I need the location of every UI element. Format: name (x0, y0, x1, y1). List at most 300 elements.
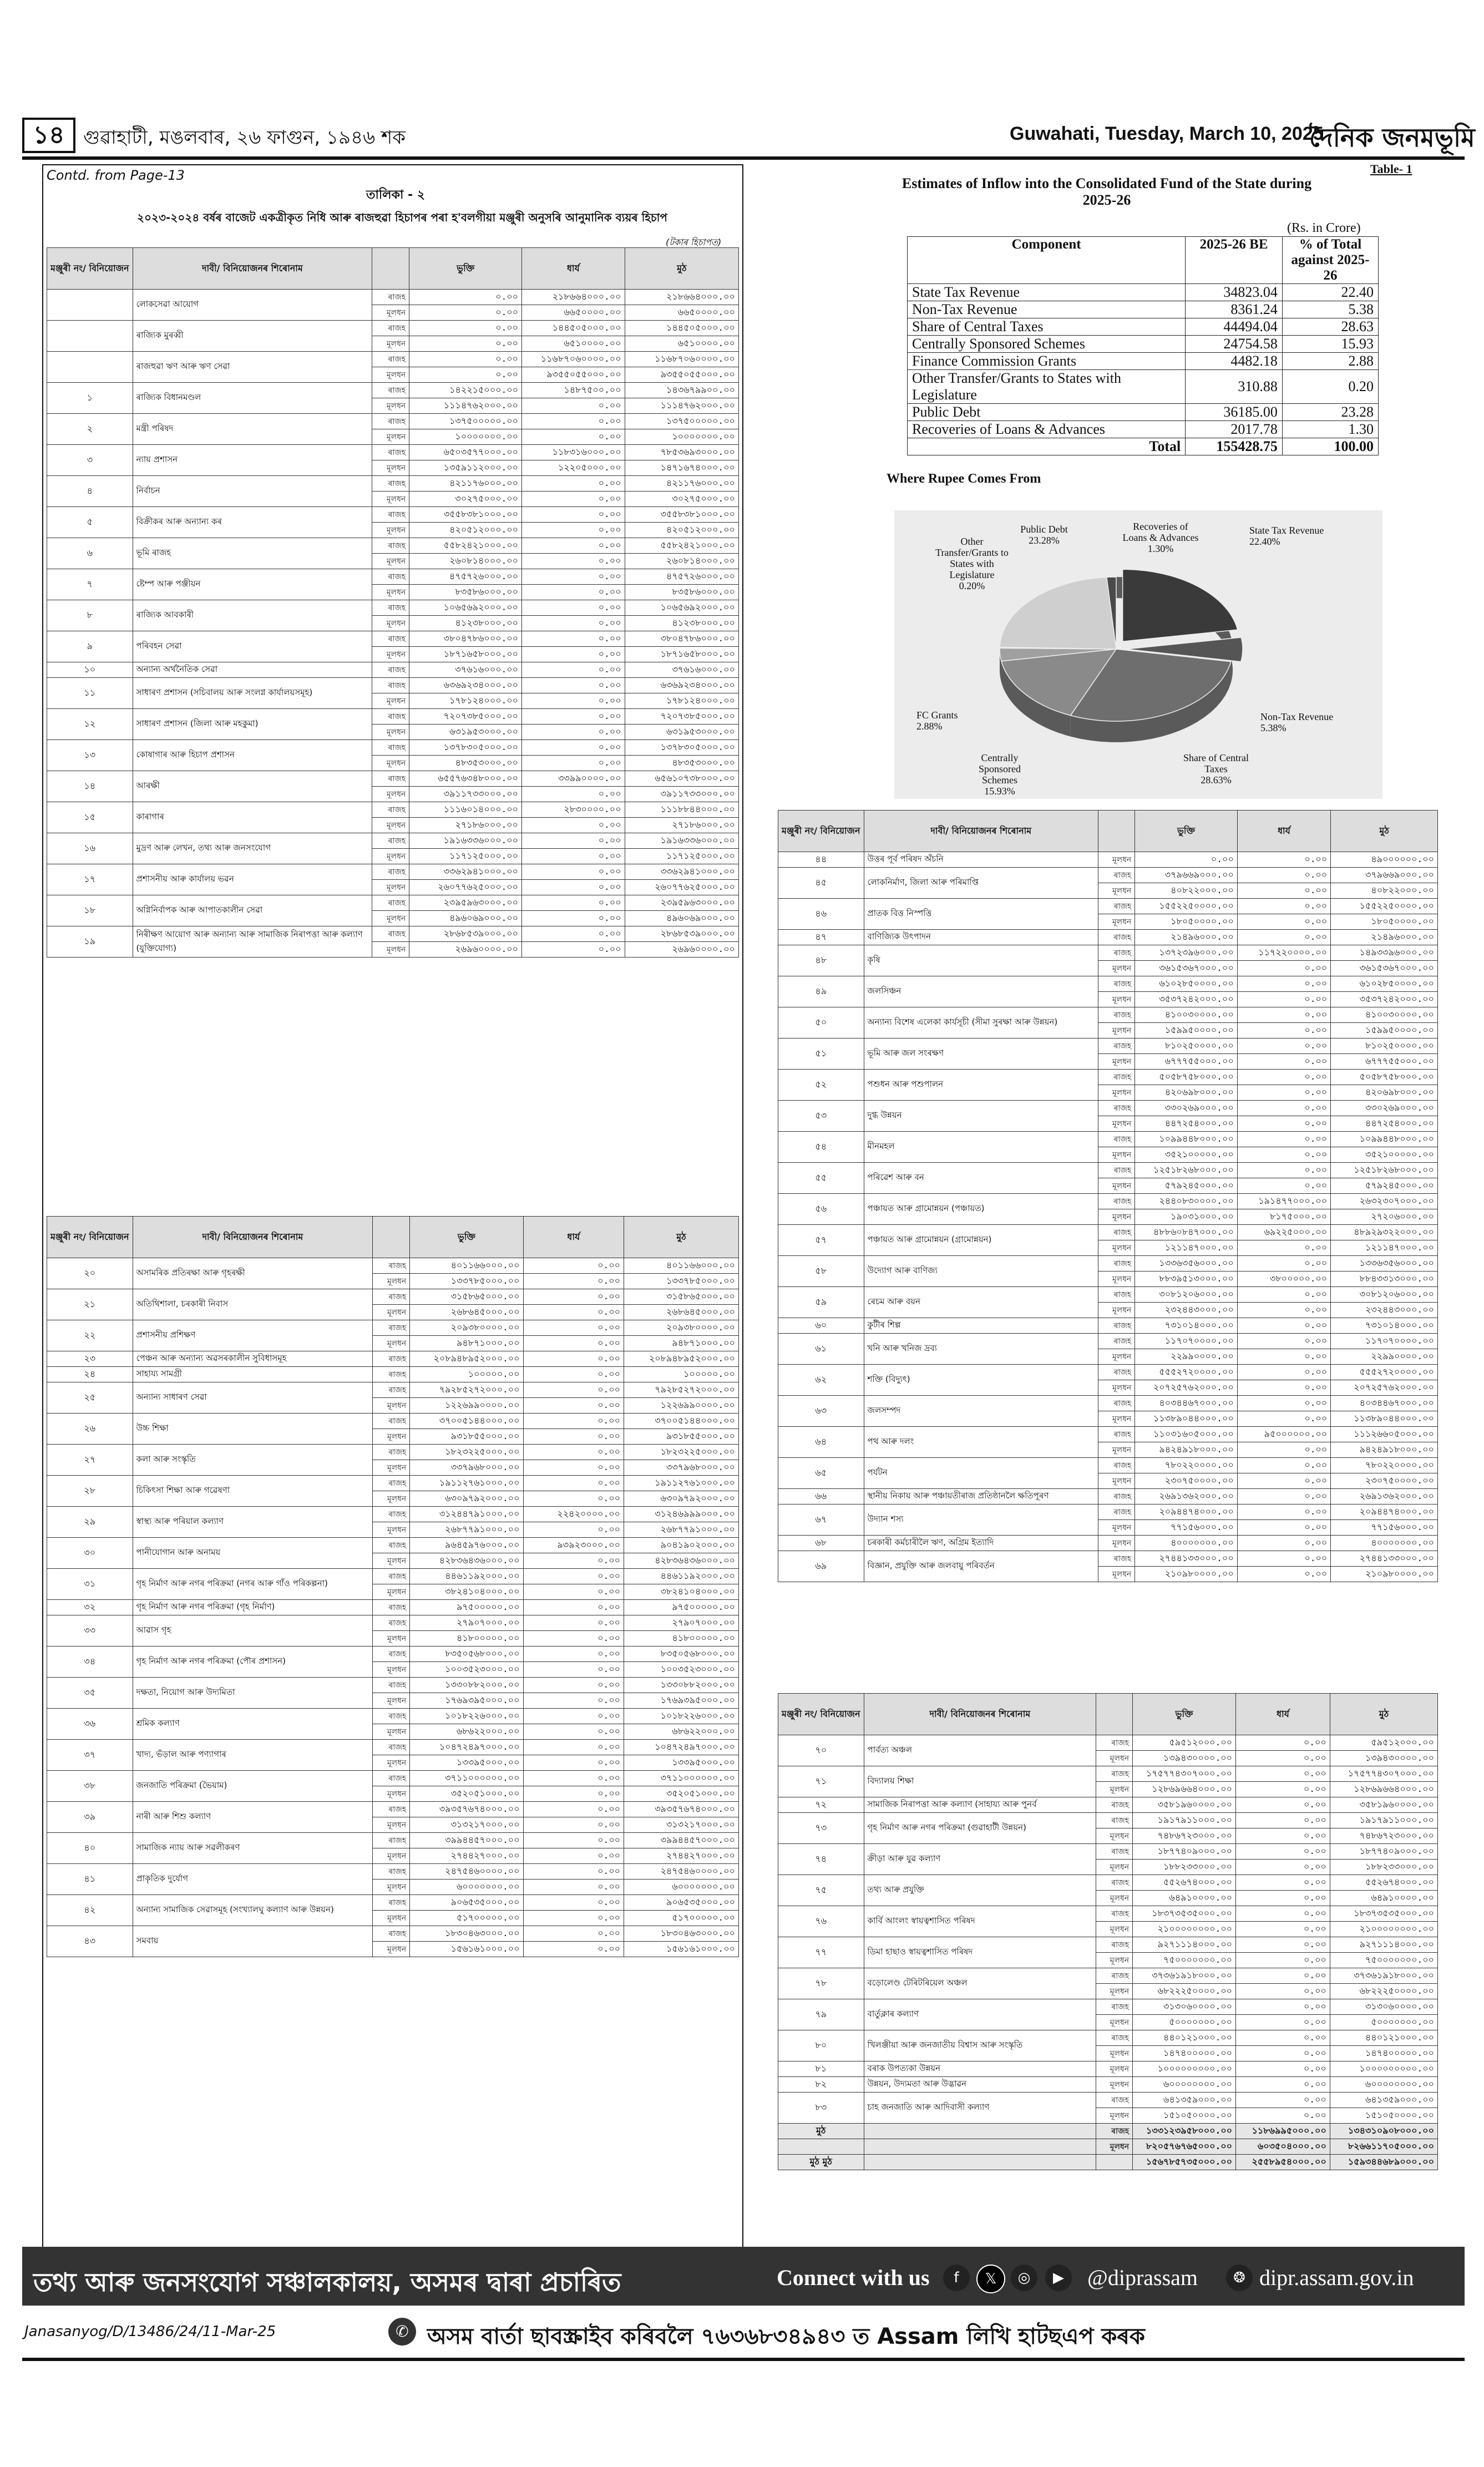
amount-cell: ২৭৪৪২৭০০০.০০ (410, 1848, 523, 1864)
amount-cell: ০.০০ (1236, 2046, 1330, 2061)
table-row (47, 1771, 739, 1786)
head-type: ৰাজহ (373, 1414, 410, 1429)
grant-number: ৭১ (778, 1766, 864, 1797)
amount-cell: ২৬৯৬০০০০.০০ (625, 942, 738, 958)
grant-number: ৬৪ (778, 1427, 864, 1458)
head-type: মূলধন (373, 1942, 410, 1957)
amount-cell: ৩৫৮১৯৬০০০০.০০ (1330, 1797, 1437, 1813)
head-type: মূলধন (373, 1522, 410, 1538)
instagram-icon[interactable]: ◎ (1011, 2265, 1037, 2291)
amount-cell: ২১০৯৮০০০০.০০ (1135, 1567, 1237, 1582)
head-type: মূলধন (373, 1584, 410, 1600)
amount-cell: ৩৭১১০০০০০০.০০ (410, 1771, 523, 1786)
value-cell: 23.28 (1282, 404, 1378, 421)
grant-title: পাৰ্বত্য অঞ্চল (864, 1735, 1096, 1766)
amount-cell: ২৭৪৪১৩৩০০০.০০ (1135, 1551, 1237, 1567)
table-row (778, 1999, 1438, 2015)
amount-cell: ৬৯২২৫০০০.০০ (1237, 1225, 1330, 1240)
head-type: মূলধন (1096, 1828, 1133, 1844)
amount-cell: ২৭৪৪২৭০০০.০০ (624, 1848, 739, 1864)
head-type: ৰাজহ (1098, 976, 1135, 992)
amount-cell: ০.০০ (522, 585, 625, 600)
amount-cell: ১১১৪৭৬২০০০.০০ (409, 398, 522, 414)
amount-cell: ৩৩০২৬৯০০০.০০ (1331, 1101, 1438, 1116)
amount-cell: ০.০০ (1236, 2108, 1330, 2124)
table-row (908, 421, 1379, 438)
amount-cell: ৬০০০০০০০.০০ (410, 1880, 523, 1895)
amount-cell: ৪১৮০০০০০.০০ (624, 1631, 739, 1647)
amount-cell: ৩৫২১০০০০০.০০ (1135, 1147, 1237, 1163)
grant-number: ১১ (47, 678, 133, 709)
grant-number: ২ (47, 414, 133, 445)
grant-number: ১৩ (47, 740, 133, 771)
head-type: ৰাজহ (1096, 1844, 1133, 1860)
table-row (47, 864, 739, 880)
amount-cell: ০.০০ (522, 880, 625, 895)
amount-cell: ০.০০ (1237, 1116, 1330, 1132)
head-type: মূলধন (1096, 1782, 1133, 1797)
grant-title: খিলঞ্জীয়া আৰু জনজাতীয় বিশ্বাস আৰু সংস্কৃতি (864, 2030, 1096, 2061)
head-type: ৰাজহ (1096, 1735, 1133, 1751)
grant-number: ৫৭ (778, 1225, 864, 1256)
amount-cell: ২০৮৯৪৮৯৫২০০০.০০ (410, 1351, 523, 1367)
pie-label: States with (950, 558, 994, 569)
grant-number: ৬ (47, 538, 133, 569)
head-type: মূলধন (372, 787, 409, 802)
amount-cell: ৬৮৬২২০০০.০০ (410, 1724, 523, 1740)
amount-cell: ০.০০ (522, 492, 625, 507)
column-header: Component (908, 237, 1186, 284)
amount-cell: ৪৮৩৫৩০০০.০০ (409, 756, 522, 771)
pie-slice (1123, 569, 1238, 641)
head-type: ৰাজহ (1098, 1551, 1135, 1567)
amount-cell: ৩৫৩৭২৪২০০০.০০ (1135, 992, 1237, 1007)
grant-number: ৫২ (778, 1070, 864, 1101)
amount-cell: ০.০০ (1237, 992, 1330, 1007)
grant-number: ৫৮ (778, 1256, 864, 1287)
amount-cell: ২৬৮৬৪৫০০০.০০ (410, 1305, 523, 1320)
amount-cell: ২০৯৪৪৭৪০০০.০০ (1331, 1504, 1438, 1520)
pie-label: Schemes (982, 774, 1017, 786)
amount-cell: ১৩৩৭৮৫০০০.০০ (410, 1274, 523, 1289)
head-type: ৰাজহ (372, 864, 409, 880)
table-row (778, 1225, 1438, 1240)
grant-number: ৫৯ (778, 1287, 864, 1318)
head-type: মূলধন (1098, 883, 1135, 899)
grant-title: অন্যান্য সামাজিক সেৱাসমূহ (সংখ্যালঘু কল্যাণ আৰু উন্নয়ন) (133, 1895, 373, 1926)
head-type: মূলধন (1096, 2046, 1133, 2061)
amount-cell: ১৯১৭৯১১০০০.০০ (1330, 1813, 1437, 1828)
amount-cell: ৬৮৬২২০০০.০০ (624, 1724, 739, 1740)
amount-cell: ১৭৬৯৩৯৫০০০.০০ (624, 1693, 739, 1709)
table-row (47, 1538, 739, 1553)
table-row (47, 1740, 739, 1755)
amount-cell: ১৫১০৫০০০০.০০ (1133, 2108, 1236, 2124)
amount-cell: ১৯০৩১০০০.০০ (1135, 1209, 1237, 1225)
grant-title: কুটীৰ শিল্প (864, 1318, 1098, 1334)
amount-cell: ০.০০ (523, 1647, 624, 1662)
amount-cell: ৯৪২৪৯১৮০০০.০০ (1331, 1442, 1438, 1458)
amount-cell: ১৮৭৭৪০৯০০০.০০ (1133, 1844, 1236, 1860)
head-type: ৰাজহ (372, 445, 409, 460)
head-type: ৰাজহ (1098, 930, 1135, 945)
grant-title: সাহায্য সামগ্ৰী (133, 1367, 373, 1382)
amount-cell: ০.০০ (1236, 1984, 1330, 1999)
grant-title: মীনমহল (864, 1132, 1098, 1163)
amount-cell: ৬০৩৫০৪০০০.০০ (1236, 2139, 1330, 2155)
grant-number: ৪৭ (778, 930, 864, 945)
amount-cell: ২১০০০০০০০০.০০ (1133, 1922, 1236, 1937)
value-cell: 8361.24 (1186, 301, 1283, 318)
grant-number: ৯ (47, 631, 133, 662)
grant-title: বড়োলেণ্ড টেৰিটৰিয়েল অঞ্চল (864, 1968, 1096, 1999)
head-type: ৰাজহ (372, 290, 409, 305)
amount-cell: ২২৯৯০০০০.০০ (1331, 1349, 1438, 1365)
head-type: মূলধন (372, 818, 409, 833)
amount-cell: ০.০০ (1237, 852, 1330, 868)
head-type: ৰাজহ (373, 1600, 410, 1615)
date-assamese: গুৱাহাটী, মঙলবাৰ, ২৬ ফাগুন, ১৯৪৬ শক (83, 126, 406, 149)
grant-title: উদ্যোগ আৰু বাণিজ্য (864, 1256, 1098, 1287)
head-type: ৰাজহ (1096, 1875, 1133, 1891)
amount-cell: ৯৪৮৭১০০০.০০ (410, 1336, 523, 1351)
amount-cell: ৮১০২৫০০০০.০০ (1331, 1039, 1438, 1054)
head-type: মূলধন (373, 1724, 410, 1740)
grant-title: শক্তি (বিদ্যুৎ) (864, 1365, 1098, 1396)
amount-cell: ৬০০০০০০০.০০ (624, 1880, 739, 1895)
amount-cell: ০.০০ (523, 1740, 624, 1755)
amount-cell: ৩৩০২৬৯০০০.০০ (1135, 1101, 1237, 1116)
amount-cell: ০.০০ (523, 1305, 624, 1320)
grant-title: ভূমি আৰু জল সংৰক্ষণ (864, 1039, 1098, 1070)
table-row (778, 1968, 1438, 1984)
amount-cell: ০.০০ (522, 398, 625, 414)
head-type: মূলধন (372, 492, 409, 507)
grant-title: গৃহ নিৰ্মাণ আৰু নগৰ পৰিক্ৰমা (গুৱাহাটী উন্নয়ন) (864, 1813, 1096, 1844)
amount-cell: ০.০০ (409, 321, 522, 336)
amount-cell: ৭৪৮৬৭২৩০০০.০০ (1330, 1828, 1437, 1844)
amount-cell: ০.০০ (523, 1429, 624, 1445)
amount-cell: ০.০০ (1236, 1860, 1330, 1875)
amount-cell: ২০৯৩৮০০০০.০০ (410, 1320, 523, 1336)
amount-cell: ০.০০ (523, 1771, 624, 1786)
amount-cell: ১৩৩৬৩৫৬০০০.০০ (1135, 1256, 1237, 1272)
amount-cell: ১৮৩৭৩৫৩৫০০০.০০ (1133, 1906, 1236, 1922)
table-row (778, 1937, 1438, 1953)
amount-cell: ০.০০ (523, 1911, 624, 1926)
total-spacer (864, 2155, 1096, 2170)
amount-cell: ০.০০ (523, 1895, 624, 1911)
head-type: মূলধন (372, 647, 409, 662)
pie-label: Public Debt (1020, 524, 1068, 535)
table-row (778, 1844, 1438, 1860)
column-header: ধাৰ্য (1237, 810, 1330, 852)
amount-cell: ০.০০ (1237, 899, 1330, 914)
amount-cell: ১১৭০৭০০০০.০০ (1331, 1334, 1438, 1349)
pie-label: 2.88% (916, 721, 943, 732)
facebook-icon[interactable]: f (943, 2265, 970, 2291)
amount-cell: ১৫৬৭৮৫৭৩৫০০০.০০ (1133, 2155, 1236, 2170)
amount-cell: ০.০০ (522, 476, 625, 492)
amount-cell: ০.০০ (523, 1460, 624, 1476)
x-icon[interactable]: 𝕏 (976, 2265, 1005, 2293)
grant-title: বিজ্ঞান, প্ৰযুক্তি আৰু জলবায়ু পৰিবৰ্তন (864, 1551, 1098, 1582)
grant-number: ১ (47, 383, 133, 414)
head-type: মূলধন (372, 398, 409, 414)
head-type: ৰাজহ (1098, 1365, 1135, 1380)
amount-cell: ০.০০ (1237, 1039, 1330, 1054)
header-row (908, 237, 1379, 284)
amount-cell: ৪১০০৩০০০০.০০ (1331, 1007, 1438, 1023)
head-type: ৰাজহ (373, 1258, 410, 1274)
amount-cell: ৩১৩২১৭০০০.০০ (624, 1817, 739, 1833)
amount-cell: ০.০০ (522, 818, 625, 833)
grant-title: সাধাৰণ প্ৰশাসন (জিলা আৰু মহকুমা) (133, 709, 372, 740)
head-type: ৰাজহ (1096, 2124, 1133, 2139)
amount-cell: ৩১৩০৬০০০০.০০ (1133, 1999, 1236, 2015)
grant-title: আৱাস গৃহ (133, 1615, 373, 1647)
amount-cell: ১৯১১২৭৬১০০০.০০ (624, 1476, 739, 1491)
column-header: % of Total against 2025-26 (1282, 237, 1378, 284)
amount-cell: ৩৮০৪৭৮৬০০০.০০ (409, 631, 522, 647)
website-link[interactable]: dipr.assam.gov.in (1259, 2265, 1414, 2290)
amount-cell: ৭৪৮৬৭২৩০০০.০০ (1133, 1828, 1236, 1844)
amount-cell: ৩৩৯৯০০০০.০০ (522, 771, 625, 787)
amount-cell: ৮৩৫৮৬০০০.০০ (409, 585, 522, 600)
amount-cell: ২৩৯৫৯৬৩০০০.০০ (409, 895, 522, 911)
amount-cell: ১২২৬৯৯০০০০.০০ (624, 1398, 739, 1414)
amount-cell: ০.০০ (522, 709, 625, 725)
column-header: ভুক্তি (410, 1217, 523, 1258)
table-row (47, 1320, 739, 1336)
amount-cell: ০.০০ (523, 1584, 624, 1600)
grant-number: ২৩ (47, 1351, 133, 1367)
head-type: ৰাজহ (1098, 1163, 1135, 1178)
column-header: দাবী/ বিনিয়োজনৰ শিৰোনাম (133, 1217, 373, 1258)
amount-cell: ১০০০০০০০.০০ (625, 429, 738, 445)
amount-cell: ০.০০ (1236, 2015, 1330, 2030)
grant-number: ৪৪ (778, 852, 864, 868)
amount-cell: ১২২০৫০০০.০০ (522, 460, 625, 476)
grant-title: অতিথিশালা, চৰকাৰী নিবাস (133, 1289, 373, 1320)
head-type: মূলধন (373, 1817, 410, 1833)
header-row (778, 1694, 1438, 1735)
amount-cell: ০.০০ (522, 787, 625, 802)
whatsapp-message: অসম বাৰ্তা ছাবস্ক্ৰাইব কৰিবলৈ ৭৬৩৬৮৩৪৯৪৩ ত Assam লিখি হাটছএপ কৰক (427, 2324, 1145, 2349)
grant-title: উত্তৰ পূৰ্ব পৰিষদ অঁচনি (864, 852, 1098, 868)
amount-cell: ৫৫৫২৭২০০০০.০০ (1331, 1365, 1438, 1380)
amount-cell: ৪২০৫১২০০০.০০ (409, 523, 522, 538)
head-type: মূলধন (372, 585, 409, 600)
social-handle[interactable]: @diprassam (1087, 2265, 1198, 2290)
amount-cell: ২৮৬৮৫৩৯০০০.০০ (625, 926, 738, 942)
head-type: ৰাজহ (373, 1367, 410, 1382)
amount-cell: ০.০০ (1237, 883, 1330, 899)
amount-cell: ৬৩০৯৭৯২০০০.০০ (624, 1491, 739, 1507)
amount-cell: ৯২৭১১১৪০০০.০০ (1133, 1937, 1236, 1953)
grant-number: ২১ (47, 1289, 133, 1320)
grant-number: ৭ (47, 569, 133, 600)
amount-cell: ০.০০ (1236, 1875, 1330, 1891)
table-row (778, 1766, 1438, 1782)
table-row (47, 321, 739, 336)
amount-cell: ৬৪১৩৫৯০০০.০০ (1330, 2093, 1437, 2108)
grant-number: ৪২ (47, 1895, 133, 1926)
table-row (47, 1382, 739, 1398)
head-type: ৰাজহ (1098, 1007, 1135, 1023)
amount-cell: ৬৩১৯৫৩০০০.০০ (409, 725, 522, 740)
amount-cell: ২৬০৮১৪০০০.০০ (409, 554, 522, 569)
amount-cell: ০.০০ (1237, 1085, 1330, 1101)
value-cell: 24754.58 (1186, 336, 1283, 353)
amount-cell: ২৬৯১৩৬২০০০.০০ (1135, 1489, 1237, 1504)
amount-cell: ১৩৩৭৮৫০০০.০০ (624, 1274, 739, 1289)
amount-cell: ১৫১০৫০০০০.০০ (1330, 2108, 1437, 2124)
table-row (778, 1365, 1438, 1380)
column-header: 2025-26 BE (1186, 237, 1283, 284)
amount-cell: ১৮৮২৩৩০০০.০০ (1330, 1860, 1437, 1875)
head-type: ৰাজহ (1098, 1070, 1135, 1085)
head-type: মূলধন (1096, 1891, 1133, 1906)
value-cell: 15.93 (1282, 336, 1378, 353)
amount-cell: ১২৮৬৯৬৬৪০০০.০০ (1133, 1782, 1236, 1797)
grant-number: ২৪ (47, 1367, 133, 1382)
head-type: ৰাজহ (1096, 1999, 1133, 2015)
head-type: মূলধন (372, 911, 409, 926)
amount-cell: ১৪৪৫০৫০০০.০০ (625, 321, 738, 336)
amount-cell: ০.০০ (1236, 1766, 1330, 1782)
amount-cell: ০.০০ (523, 1848, 624, 1864)
amount-cell: ০.০০ (1237, 914, 1330, 930)
column-header: ধাৰ্য (522, 248, 625, 290)
grant-number: ৭৮ (778, 1968, 864, 1999)
amount-cell: ০.০০ (1237, 1458, 1330, 1473)
table-row (47, 1414, 739, 1429)
amount-cell: ১০০০০০০০০০.০০ (1133, 2061, 1236, 2077)
amount-cell: ১০১৮২২৬০০০.০০ (410, 1709, 523, 1724)
amount-cell: ০.০০ (523, 1600, 624, 1615)
grant-number: ৩৪ (47, 1647, 133, 1678)
head-type: মূলধন (1098, 1178, 1135, 1194)
grant-title: বিদ্যালয় শিক্ষা (864, 1766, 1096, 1797)
amount-cell: ৯২৭১১১৪০০০.০০ (1330, 1937, 1437, 1953)
pie-label: 28.63% (1201, 774, 1232, 786)
amount-cell: ০.০০ (1236, 1937, 1330, 1953)
table-row (908, 353, 1379, 370)
column-header: মঞ্জুৰী নং/ বিনিয়োজন (47, 248, 133, 290)
amount-cell: ০.০০ (409, 290, 522, 305)
amount-cell: ৬৮২২২৫০০০০.০০ (1133, 1984, 1236, 1999)
column-header: মুঠ (1330, 1694, 1437, 1735)
amount-cell: ০.০০ (1236, 1891, 1330, 1906)
amount-cell: ৪৯৬০৬৯০০০.০০ (409, 911, 522, 926)
component-name: Recoveries of Loans & Advances (908, 421, 1186, 438)
head-type: মূলধন (372, 305, 409, 321)
amount-cell: ২৪৭৫৪৬০০০০.০০ (410, 1864, 523, 1880)
amount-cell: ০.০০ (523, 1709, 624, 1724)
amount-cell: ২২৪২০০০০.০০ (523, 1507, 624, 1522)
grant-title: গৃহ নিৰ্মাণ আৰু নগৰ পৰিক্ৰমা (গৃহ নিৰ্মাণ) (133, 1600, 373, 1615)
table-row (778, 2030, 1438, 2046)
grant-title: সামাজিক ন্যায় আৰু সৱলীকৰণ (133, 1833, 373, 1864)
youtube-icon[interactable]: ▶ (1045, 2265, 1072, 2291)
pie-label: 15.93% (984, 786, 1015, 797)
amount-cell: ৯৩১৮৫৫০০০.০০ (410, 1429, 523, 1445)
grant-title: পঞ্চায়ত আৰু গ্ৰামোন্নয়ন (পঞ্চায়ত) (864, 1194, 1098, 1225)
grant-title: বাৰ্তুক্লাৰ কল্যাণ (864, 1999, 1096, 2030)
amount-cell: ০.০০ (1236, 1999, 1330, 2015)
amount-cell: ০.০০ (522, 507, 625, 523)
table-row (908, 404, 1379, 421)
table-row (778, 1906, 1438, 1922)
head-type: ৰাজহ (372, 802, 409, 818)
grant-number: ২৫ (47, 1382, 133, 1414)
pie-title: Where Rupee Comes From (887, 472, 1041, 486)
amount-cell: ৯০৪১৯০২০০০.০০ (624, 1538, 739, 1553)
header-row (47, 248, 739, 290)
column-header: ধাৰ্য (523, 1217, 624, 1258)
amount-cell: ৩৬১৫৩৬৭০০০.০০ (1135, 961, 1237, 976)
column-header (373, 1217, 410, 1258)
table-row (778, 1458, 1438, 1473)
table-row (47, 802, 739, 818)
pie-label: 0.20% (959, 580, 985, 591)
amount-cell: ৯৩৯২৩০০০.০০ (523, 1538, 624, 1553)
amount-cell: ০.০০ (1236, 1828, 1330, 1844)
amount-cell: ১৩৫৯১১২০০০.০০ (409, 460, 522, 476)
amount-cell: ৪৯৬০৬৯০০০.০০ (625, 911, 738, 926)
amount-cell: ৫০৫৮৭৫৮০০০.০০ (1135, 1070, 1237, 1085)
amount-cell: ৩১৫৮৬৫০০০.০০ (410, 1289, 523, 1305)
head-type: ৰাজহ (1098, 1101, 1135, 1116)
grant-number: ২২ (47, 1320, 133, 1351)
amount-cell: ০.০০ (409, 352, 522, 367)
amount-cell: ৯৪২৪৯১৮০০০.০০ (1135, 1442, 1237, 1458)
table-row (47, 1351, 739, 1367)
amount-cell: ০.০০ (523, 1351, 624, 1367)
table-row (778, 1163, 1438, 1178)
amount-cell: ১৩৭২৩৯৬০০০.০০ (1135, 945, 1237, 961)
head-type: মূলধন (373, 1491, 410, 1507)
grant-number: ৬৭ (778, 1504, 864, 1536)
column-header: মঞ্জুৰী নং/ বিনিয়োজন (778, 1694, 864, 1735)
amount-cell: ০.০০ (523, 1274, 624, 1289)
amount-cell: ৬৫১০০০০.০০ (522, 336, 625, 352)
amount-cell: ৩৯৯৪৪৫৭০০০.০০ (624, 1833, 739, 1848)
amount-cell: ৪০০০০০০০.০০ (1135, 1536, 1237, 1551)
amount-cell: ৩৫৫৮৩৮১০০০.০০ (625, 507, 738, 523)
table-row (47, 740, 739, 756)
amount-cell: ৮৮৪৩৩১৩০০০.০০ (1331, 1272, 1438, 1287)
amount-cell: ৪০৮২২০০০.০০ (1135, 883, 1237, 899)
grant-number: ৬০ (778, 1318, 864, 1334)
amount-cell: ৩৩৬২৯৪১০০০.০০ (625, 864, 738, 880)
head-type: মূলধন (1098, 1536, 1135, 1551)
grant-title: বৰাক উপত্যকা উন্নয়ন (864, 2061, 1096, 2077)
table-row (47, 414, 739, 429)
amount-cell: ২০৯৪৪৭৪০০০.০০ (1135, 1504, 1237, 1520)
pie-label: Sponsored (979, 763, 1021, 774)
head-type: মূলধন (1098, 914, 1135, 930)
amount-cell: ৩১২৪৬৯৯৯০০০.০০ (624, 1507, 739, 1522)
table-row (47, 1367, 739, 1382)
amount-cell: ২৭৯০৭০০০.০০ (624, 1615, 739, 1631)
amount-cell: ০.০০ (1237, 1240, 1330, 1256)
amount-cell: ১০৯৯৪৪৮০০০.০০ (1331, 1132, 1438, 1147)
head-type: ৰাজহ (1096, 1968, 1133, 1984)
amount-cell: ৪২০৬৯৮০০০.০০ (1135, 1085, 1237, 1101)
column-header (372, 248, 409, 290)
